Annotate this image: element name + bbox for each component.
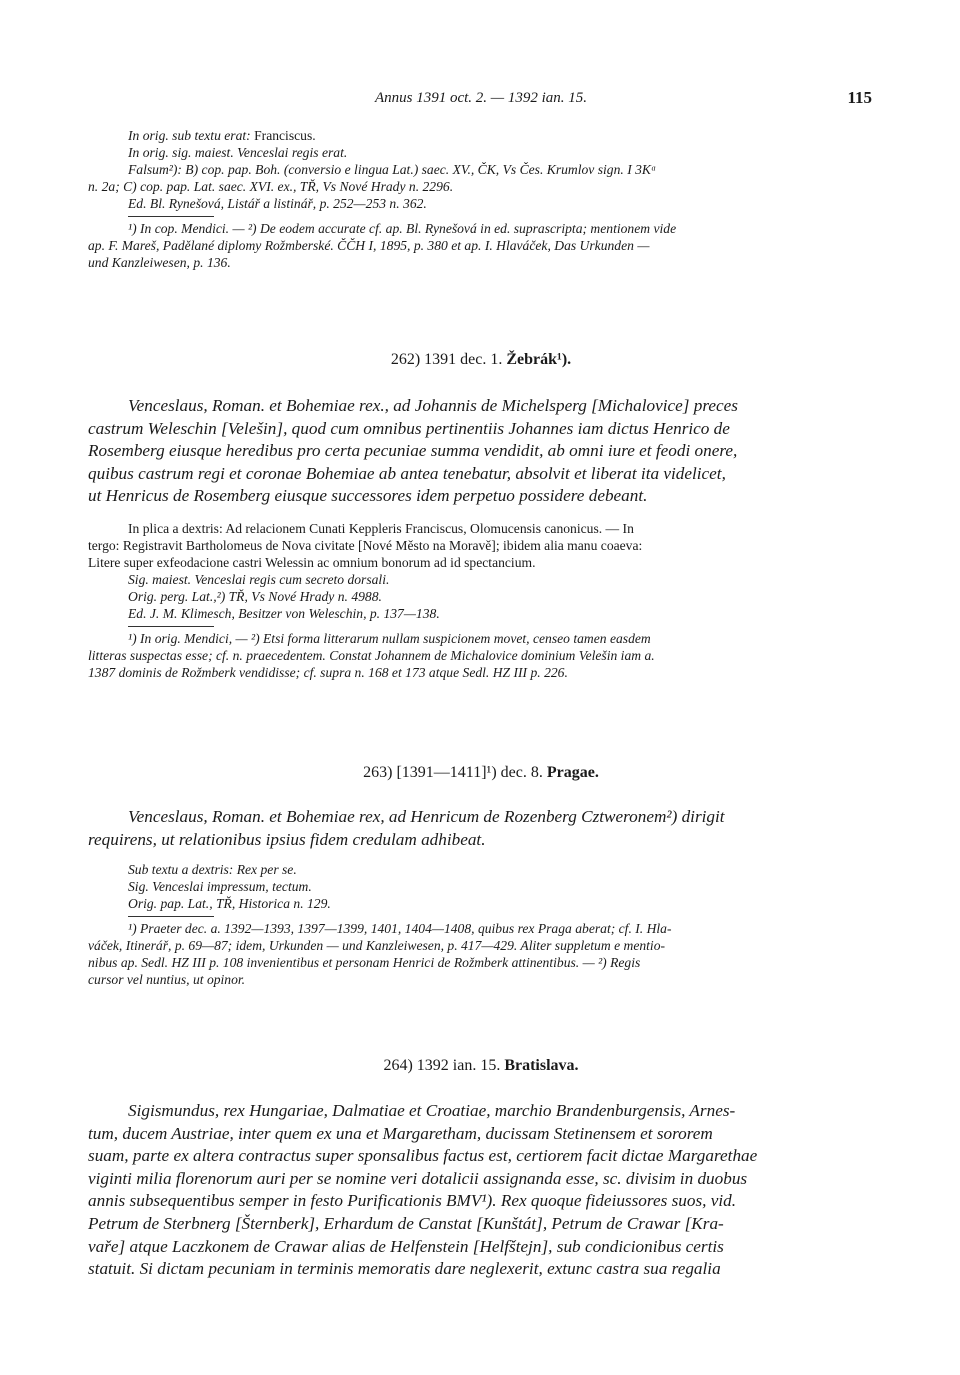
entry-heading	[88, 1057, 874, 1075]
entry-regest	[88, 1100, 874, 1281]
regest-line: Petrum de Sterbnerg [Šternberk], Erhardum de Canstat [Kunštát], Petrum de Crawar [Kra-	[88, 1213, 724, 1233]
regest-line: quibus castrum regi et coronae Bohemiae ab antea tenebatur, absolvit et liberat ita videlicet,	[88, 463, 726, 483]
footnote-line: ¹) In cop. Mendici. — ²) De eodem accurate cf. ap. Bl. Rynešová in ed. suprascripta; mentionem vide	[128, 221, 677, 236]
note-line: Orig. perg. Lat.,²) TŘ, Vs Nové Hrady n. 4988.	[128, 589, 382, 604]
entry-place: Bratislava.	[504, 1057, 579, 1074]
entry-regest	[88, 806, 874, 851]
footnote-rule	[128, 916, 214, 917]
regest-line: ut Henricus de Rosemberg eiusque successores idem perpetuo possidere debeant.	[88, 486, 648, 506]
entry-regest	[88, 395, 874, 508]
footnote-line: váček, Itinerář, p. 69—87; idem, Urkunden — und Kanzleiwesen, p. 417—429. Aliter suppletum e mentio-	[88, 938, 666, 953]
page-number: 115	[847, 88, 872, 107]
footnote-rule	[128, 216, 214, 217]
footnote-line: 1387 dominis de Rožmberk vendidisse; cf. supra n. 168 et 173 atque Sedl. HZ III p. 226.	[88, 665, 568, 680]
entry-place: Pragae.	[546, 764, 599, 781]
regest-line: Venceslaus, Roman. et Bohemiae rex., ad Johannis de Michelsperg [Michalovice] preces	[128, 396, 738, 415]
running-head: Annus 1391 oct. 2. — 1392 ian. 15.	[374, 90, 588, 106]
note-line: In orig. sub textu erat: Franciscus.	[128, 128, 316, 143]
note-line: Sig. Venceslai impressum, tectum.	[128, 879, 312, 894]
regest-line: vaře] atque Laczkonem de Crawar alias de Helfenstein [Helfštejn], sub condicionibus certis	[88, 1236, 724, 1256]
note-line: In orig. sig. maiest. Venceslai regis erat.	[128, 145, 348, 160]
regest-line: viginti milia florenorum auri per se nomine veri dotalicii assignanda esse, sc. divisim in duobus	[88, 1168, 748, 1188]
regest-line: annis subsequentibus semper in festo Purificationis BMV¹). Rex quoque fideiussores suos, vid.	[88, 1191, 737, 1211]
regest-line: statuit. Si dictam pecuniam in terminis memoratis dare neglexerit, extunc castra sua regalia	[88, 1259, 721, 1279]
note-line: Falsum²): B) cop. pap. Boh. (conversio e lingua Lat.) saec. XV., ČK, Vs Čes. Krumlov sign. I 3Kᵅ	[128, 162, 657, 177]
footnote-line: und Kanzleiwesen, p. 136.	[88, 255, 231, 270]
footnote-line: nibus ap. Sedl. HZ III p. 108 invenientibus et personam Henrici de Rožmberk attinentibus. — ²) Regis	[88, 955, 641, 970]
page-header	[88, 90, 874, 112]
note-line: n. 2a; C) cop. pap. Lat. saec. XVI. ex., TŘ, Vs Nové Hrady n. 2296.	[88, 179, 454, 194]
entry-notes	[88, 861, 874, 988]
footnote-line: litteras suspectas esse; cf. n. praecedentem. Constat Johannem de Michalovice dominium Velešin iam a.	[88, 648, 655, 663]
regest-line: Sigismundus, rex Hungariae, Dalmatiae et Croatiae, marchio Brandenburgensis, Arnes-	[128, 1101, 736, 1120]
footnote-rule	[128, 626, 214, 627]
entry-heading	[88, 351, 874, 369]
regest-line: requirens, ut relationibus ipsius fidem credulam adhibeat.	[88, 829, 486, 849]
footnote-line: ¹) In orig. Mendici, — ²) Etsi forma litterarum nullam suspicionem movet, censeo tamen easdem	[128, 631, 651, 646]
note-line: In plica a dextris: Ad relacionem Cunati Keppleris Franciscus, Olomucensis canonicus. — In	[128, 521, 634, 536]
note-line: Orig. pap. Lat., TŘ, Historica n. 129.	[128, 896, 331, 911]
note-line: Sub textu a dextris: Rex per se.	[128, 862, 297, 877]
regest-line: tum, ducem Austriae, inter quem ex una et Margaretham, ducissam Stetinensem et sororem	[88, 1123, 713, 1143]
entry-notes	[88, 520, 874, 681]
entry-place: Žebrák¹).	[506, 351, 572, 368]
regest-line: Rosemberg eiusque heredibus pro certa pecuniae summa vendidit, ab omni iure et feodi onere,	[88, 441, 738, 461]
footnote-line: cursor vel nuntius, ut opinor.	[88, 972, 246, 987]
entry-number-date: 262) 1391 dec. 1.	[390, 351, 503, 368]
regest-line: castrum Weleschin [Velešin], quod cum omnibus pertinentiis Johannes iam dictus Henrico de	[88, 418, 730, 438]
footnote-line: ap. F. Mareš, Padělané diplomy Rožmberské. ČČH I, 1895, p. 380 et ap. I. Hlaváček, Das Urkunden —	[88, 238, 650, 253]
footnote-line: ¹) Praeter dec. a. 1392—1393, 1397—1399, 1401, 1404—1408, quibus rex Praga aberat; cf. I. Hla-	[128, 921, 672, 936]
prev-entry-notes	[88, 127, 874, 271]
note-line: Ed. Bl. Rynešová, Listář a listinář, p. 252—253 n. 362.	[128, 196, 427, 211]
entry-number-date: 263) [1391—1411]¹) dec. 8.	[363, 764, 543, 781]
note-line: Sig. maiest. Venceslai regis cum secreto dorsali.	[128, 572, 390, 587]
note-line: tergo: Registravit Bartholomeus de Nova civitate [Nové Město na Moravě]; ibidem alia manu coaeva:	[88, 538, 643, 553]
regest-line: suam, parte ex altera contractus super sponsalibus factus est, certiorem facit dictae Margarethae	[88, 1146, 758, 1166]
regest-line: Venceslaus, Roman. et Bohemiae rex, ad Henricum de Rozenberg Cztweronem²) dirigit	[128, 807, 725, 826]
note-line: Ed. J. M. Klimesch, Besitzer von Weleschin, p. 137—138.	[128, 606, 440, 621]
entry-heading	[88, 764, 874, 782]
entry-number-date: 264) 1392 ian. 15.	[383, 1057, 501, 1074]
note-line: Litere super exfeodacione castri Welessin ac omnium bonorum ad id spectancium.	[88, 555, 536, 570]
